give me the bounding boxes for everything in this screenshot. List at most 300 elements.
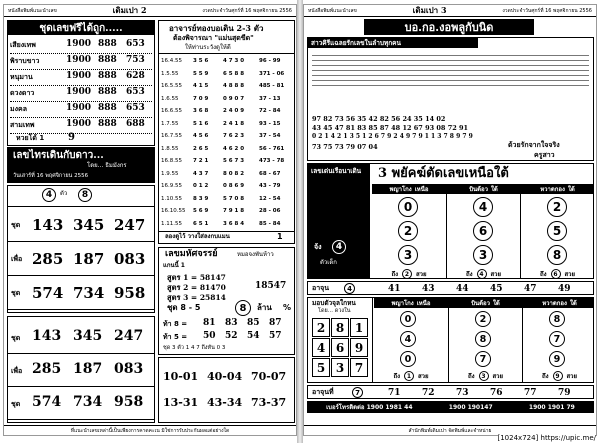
column-body [312, 51, 589, 89]
left-grid-value: 734 [73, 284, 105, 302]
stats-row [159, 155, 294, 168]
section-byline: โดย... ธิมมังกร [87, 162, 127, 169]
stats-table [159, 55, 294, 230]
tips-row [10, 70, 152, 86]
tips-value-c: 628 [126, 71, 145, 81]
big-section [307, 163, 594, 279]
formula-row-value: 54 [247, 331, 260, 341]
grid-circle-mid: 8 [78, 188, 92, 202]
stats-row [159, 55, 294, 68]
left-running-header [4, 5, 296, 17]
stats-cell: 6 5 8 8 [223, 70, 245, 77]
grid-circle-label: ตัว [60, 190, 68, 197]
bar-one-circle: 4 [344, 283, 355, 294]
tips-list [10, 38, 152, 134]
formula-box [158, 247, 295, 355]
left-lower-grid [8, 321, 154, 420]
bar-value: 45 [490, 284, 503, 294]
mid-footer-label: ถึง [393, 373, 400, 380]
mid-columns [374, 298, 593, 382]
bar-value: 43 [422, 284, 435, 294]
stats-row [159, 205, 294, 218]
mid-footer-circle: 1 [404, 371, 414, 381]
contact-strip [307, 401, 594, 413]
left-grid-row-label: ชุด [11, 221, 21, 229]
pair-value: 13-31 [163, 396, 199, 409]
formula-row-value: 83 [225, 318, 238, 328]
left-grid-value: 083 [114, 250, 146, 268]
bar-value: 41 [388, 284, 401, 294]
mid-circle: 0 [400, 311, 416, 327]
mid-circle: 7 [549, 331, 565, 347]
pairs-row [163, 366, 290, 392]
left-grid-row [8, 208, 154, 242]
column-signoff: ด้วยรักจากใจจริง [508, 141, 560, 149]
pair-value: 73-37 [251, 396, 287, 409]
tips-name: พิราบขาว [10, 57, 40, 65]
mid-grid-cell: 5 [312, 358, 330, 377]
mid-column-footer [374, 371, 448, 381]
section-title: เลขไทรเดินกับดาว... [13, 150, 104, 161]
mid-column-suffix: ใต้ [492, 300, 500, 307]
left-grid-row-label: ชุด [11, 289, 21, 297]
left-lower-row-label: ชุด [11, 334, 21, 342]
stats-row [159, 93, 294, 106]
stats-cell: 1.11.55 [161, 220, 182, 227]
stats-cell: 4 5 6 [193, 133, 209, 139]
mid-column-header [523, 298, 594, 308]
mid-circle: 2 [475, 311, 491, 327]
big-title: 3 พยัคฆ์ตัดเลขเหนือใต้ [378, 166, 509, 181]
stats-cell: 16.8.55 [161, 158, 182, 164]
stats-cell: 28 - 06 [259, 208, 281, 214]
tips-name: มงคล [10, 105, 28, 113]
stats-row [159, 218, 294, 231]
mid-column [522, 298, 594, 382]
stats-cell: 485 - 81 [259, 83, 285, 89]
stats-cell: 16.10.55 [161, 208, 186, 214]
bar-value: 47 [524, 284, 537, 294]
mid-circle: 8 [475, 331, 491, 347]
big-circle: 2 [398, 221, 418, 241]
big-circle: 8 [547, 245, 567, 265]
formula-row-value: 87 [269, 318, 282, 328]
left-grid-value: 345 [73, 216, 105, 234]
stats-cell: 7 2 1 [193, 158, 209, 164]
stats-cell: 68 - 67 [259, 170, 281, 177]
stats-cell: 4 6 2 0 [223, 145, 245, 152]
left-lower-value: 285 [32, 361, 62, 377]
big-footer-suffix: สวย [490, 271, 502, 278]
tips-value-c: 653 [126, 39, 145, 49]
mid-section [307, 297, 594, 383]
pair-value: 43-34 [207, 396, 243, 409]
stats-row [159, 193, 294, 206]
big-column [520, 184, 594, 278]
column-numbers-a: 97 82 73 56 35 42 82 56 24 35 14 02 [312, 115, 446, 123]
grid-circle-left: 4 [42, 188, 56, 202]
bar-two-circle: 7 [352, 387, 363, 398]
stats-cell: 5 6 9 [193, 208, 209, 214]
big-column [446, 184, 520, 278]
mid-column [448, 298, 522, 382]
bar-value: 77 [524, 388, 537, 398]
formula-row-label: ท้า 5 = [163, 333, 188, 341]
left-header-note: หนังสือพิมพ์แนะนำเลข [8, 7, 57, 14]
tips-row [10, 102, 152, 118]
big-footer-label: ถึง [539, 271, 547, 278]
big-circle: 4 [473, 197, 493, 217]
image-credit-size: [1024x724] [497, 434, 539, 442]
column-numbers-c: 0 2 1 4 2 1 3 5 1 2 6 7 9 2 4 9 7 9 1 1 3 7 8 9 7 9 [312, 133, 473, 140]
left-grid-value: 958 [114, 284, 146, 302]
big-column-suffix: ใต้ [490, 186, 498, 193]
formula-lines [167, 272, 226, 302]
big-footer-label: ถึง [391, 271, 398, 278]
stats-cell: 5 7 0 8 [223, 195, 245, 202]
formula-line: สูตร 2 = 81470 [167, 283, 226, 292]
mid-circle: 7 [475, 351, 491, 367]
tips-value-a: 1900 [66, 87, 92, 97]
column-text-line [312, 55, 589, 56]
left-lower-value: 143 [32, 328, 62, 344]
stats-title: อาจารย์ทองบอเดิน 2-3 ตัว [169, 23, 264, 33]
stats-cell: 72 - 84 [259, 108, 281, 114]
mid-column-header [449, 298, 522, 308]
left-lower-value: 247 [114, 328, 144, 344]
mid-footer-circle: 3 [479, 371, 489, 381]
stats-row [159, 143, 294, 156]
bar-value: 71 [388, 388, 401, 398]
left-page [3, 4, 297, 436]
stats-row [159, 180, 294, 193]
column-author: ครูสาว [534, 151, 555, 159]
stats-cell: 2 4 0 9 [223, 108, 245, 114]
stats-cell: 0 9 0 7 [223, 95, 245, 102]
big-column-suffix: เหนือ [414, 186, 429, 193]
tips-banner: ชุดเลขฟรีได้ถูก..... [8, 21, 154, 35]
pair-value: 10-01 [163, 370, 199, 383]
tips-row [10, 86, 152, 102]
mid-column-name: บินด้อว [471, 300, 490, 307]
right-footer: สำนักพิมพ์เดิมเปา จัดพิมพ์และจำหน่าย [304, 425, 596, 435]
left-grid-value: 187 [73, 250, 105, 268]
mid-column-suffix: เหนือ [416, 300, 431, 307]
bar-value: 49 [558, 284, 571, 294]
image-credit [498, 434, 597, 442]
tips-row [10, 38, 152, 54]
left-lower-box [7, 316, 155, 423]
stats-cell: 7 9 1 8 [223, 208, 245, 214]
right-run-date: งวดประจำวันศุกร์ที่ 16 พฤศจิกายน 2556 [502, 7, 592, 14]
mid-grid-cell: 3 [331, 358, 349, 377]
big-column-footer [521, 269, 594, 279]
column-text-line [312, 60, 589, 61]
big-columns [372, 184, 593, 278]
tips-value-c: 653 [126, 103, 145, 113]
stats-cell: 6 5 1 [193, 220, 209, 227]
formula-row-value: 85 [247, 318, 260, 328]
column-text-line [312, 70, 589, 71]
big-footer-circle: 6 [551, 269, 561, 279]
tips-value-a: 1900 [66, 39, 92, 49]
tips-footer-number: 9 [68, 132, 75, 143]
column-text-line [312, 75, 589, 76]
tips-value-b: 888 [98, 55, 117, 65]
column-text-line [312, 80, 589, 81]
mid-grid-cell: 7 [350, 358, 368, 377]
big-circle: 6 [473, 221, 493, 241]
stats-cell: 37 - 13 [259, 95, 281, 102]
stats-cell: 5 5 9 [193, 70, 209, 77]
left-grid-value: 247 [114, 216, 146, 234]
bar-value: 76 [490, 388, 503, 398]
stats-row [159, 68, 294, 81]
left-lower-value: 958 [114, 394, 144, 410]
stats-cell: 4 1 5 [193, 83, 209, 89]
mid-footer-suffix: สวย [418, 373, 429, 380]
column-text-line [312, 65, 589, 66]
big-column-footer [447, 269, 520, 279]
mid-left-title: มอบตัวจุลใกหน [312, 299, 356, 307]
formula-foot: ชุด 3 ตัว 1 4 7 ถึงทัน 0 3 [163, 345, 226, 351]
stats-cell: 371 - 06 [259, 70, 285, 77]
big-circle: 3 [473, 245, 493, 265]
mid-circle: 8 [549, 311, 565, 327]
image-credit-link: https://upic.me/ [540, 434, 596, 442]
left-lower-row [8, 321, 154, 354]
column-title: สาวคิรีแฉลยรักเลขในลำบทุกคน [308, 38, 478, 48]
column-text-line [312, 85, 589, 86]
section-header [7, 147, 155, 183]
mid-footer-suffix: สวย [566, 373, 578, 380]
stats-cell: 1.8.55 [161, 145, 179, 152]
tips-footer-label: หวยโด้ 1 [16, 134, 45, 142]
left-run-date: งวดประจำวันศุกร์ที่ 16 พฤศจิกายน 2556 [202, 7, 292, 14]
mid-circle: 4 [400, 331, 416, 347]
mid-grid-cell: 4 [312, 338, 330, 357]
formula-row [163, 331, 291, 344]
left-grid-value: 574 [32, 284, 64, 302]
big-left-suffix: ตัวเด็ก [320, 259, 337, 266]
left-lower-value: 574 [32, 394, 62, 410]
stats-cell: 16.9.55 [161, 183, 182, 189]
left-page-label: เดิมเปา 2 [112, 5, 147, 15]
stats-cell: 56 - 761 [259, 145, 285, 152]
pairs-row [163, 392, 290, 418]
mid-column-suffix: ใต้ [569, 300, 577, 307]
left-grid-row [8, 242, 154, 276]
column-numbers-b: 43 45 47 81 83 85 87 48 12 67 93 08 72 91 [312, 124, 469, 132]
bar-one-prefix: อาจุน [312, 284, 330, 292]
tips-value-c: 653 [126, 87, 145, 97]
left-lower-value: 083 [114, 361, 144, 377]
mid-column-footer [449, 371, 522, 381]
contact-right: 1900 1901 79 [528, 403, 575, 411]
left-lower-row-label: ชุด [11, 400, 21, 408]
stats-cell: 3 6 8 [193, 108, 209, 114]
stats-row [159, 130, 294, 143]
stats-cell: 2 4 1 8 [223, 120, 245, 127]
formula-line: สูตร 3 = 25814 [167, 293, 226, 302]
stats-row [159, 80, 294, 93]
bar-value: 79 [558, 388, 571, 398]
stats-cell: 16.5.55 [161, 83, 182, 89]
bar-value: 72 [422, 388, 435, 398]
big-circle: 2 [547, 197, 567, 217]
left-lower-value: 187 [73, 361, 103, 377]
stats-cell: 16.4.55 [161, 58, 182, 64]
bar-one [307, 281, 594, 295]
left-footer: ที่แนะนำเลขเหล่านี้เป็นเพียงการคาดคะเน มิใช่การรับประกันผลแต่อย่างใด [4, 425, 296, 435]
left-lower-row [8, 354, 154, 387]
tips-name: หนุมาน [10, 73, 33, 81]
tips-value-a: 1900 [66, 119, 92, 129]
bar-value: 44 [456, 284, 469, 294]
right-running-header [304, 5, 596, 17]
big-column-name: พญาโกง [389, 186, 412, 193]
left-grid-value: 143 [32, 216, 64, 234]
formula-line-b: ล้าน [257, 303, 272, 312]
mid-footer-label: ถึง [467, 373, 475, 380]
formula-circle: 8 [235, 300, 251, 316]
section-date: วันเสาร์ที่ 16 พฤศจิกายน 2556 [13, 173, 89, 179]
mid-grid-cell: 9 [350, 338, 368, 357]
mid-grid-cell: 6 [331, 338, 349, 357]
tips-value-a: 1900 [66, 55, 92, 65]
stats-note: ให้ท่านระวังดูให้ดี [185, 44, 231, 51]
mid-column-name: พญาโกง [391, 300, 414, 307]
formula-row-value: 57 [269, 331, 282, 341]
stats-cell: 2 6 5 [193, 145, 209, 152]
left-grid-value: 285 [32, 250, 64, 268]
tips-row [10, 118, 152, 134]
big-circle: 0 [398, 197, 418, 217]
stats-cell: 1.5.55 [161, 70, 179, 77]
big-footer-suffix: สวย [416, 271, 427, 278]
mid-column-footer [523, 371, 594, 381]
pair-value: 40-04 [207, 370, 243, 383]
stats-cell: 96 - 99 [259, 58, 281, 64]
right-page-label: เดิมเปา 3 [412, 5, 447, 15]
tips-value-b: 888 [98, 71, 117, 81]
left-grid-row [8, 276, 154, 310]
big-left-label: จ้ง [314, 243, 322, 251]
stats-cell: 8 0 8 2 [223, 170, 245, 177]
formula-row-label: ท้า 8 = [163, 320, 188, 328]
big-column-header [521, 184, 594, 194]
mid-column-header [374, 298, 448, 308]
mid-column-name: หวาดกอง [542, 300, 567, 307]
mid-grid-cell: 2 [312, 318, 330, 337]
mid-grid-cell: 1 [350, 318, 368, 337]
stats-cell: 12 - 54 [259, 195, 281, 202]
formula-label: แกนนี้ 1 [163, 262, 185, 269]
bar-two-prefix: อาจุนที่ [312, 388, 334, 396]
stats-cell: 1.10.55 [161, 195, 182, 202]
tips-value-b: 888 [98, 87, 117, 97]
bar-two [307, 385, 594, 399]
stats-cell: 43 - 79 [259, 183, 281, 189]
formula-sum: 18547 [255, 281, 287, 291]
column-box [307, 37, 594, 161]
stats-cell: 0 1 2 [193, 183, 209, 189]
stats-cell: 16.6.55 [161, 108, 182, 114]
stats-cell: 8 3 9 [193, 195, 209, 202]
tips-box [7, 20, 155, 146]
formula-sub-title: เลขมหัศจรรย์ [165, 249, 218, 259]
stats-cell: 1.9.55 [161, 170, 179, 177]
mid-left-byline: โดย... ดวงใน [318, 308, 351, 314]
big-column-footer [372, 269, 446, 279]
right-header-note: หนังสือพิมพ์แนะนำเลข [308, 7, 357, 14]
right-page [303, 4, 597, 436]
column-numbers-d: 73 75 73 79 07 04 [312, 143, 378, 151]
stats-box [158, 20, 295, 244]
stats-cell: 85 - 84 [259, 220, 281, 227]
formula-rows [163, 318, 291, 344]
stats-footer-number: 1 [277, 232, 283, 241]
promo-title: เลขเด่นเรือนาเดิน [311, 167, 362, 175]
formula-line: สูตร 1 = 58147 [167, 273, 226, 282]
tips-row [10, 54, 152, 70]
stats-cell: 4 7 3 0 [223, 58, 245, 64]
left-lower-row-label: เพื่อ [11, 367, 23, 375]
tips-value-b: 888 [98, 119, 117, 129]
mid-circle: 9 [549, 351, 565, 367]
stats-cell: 1.7.55 [161, 120, 179, 127]
stats-row [159, 105, 294, 118]
stats-cell: 1.6.55 [161, 95, 179, 102]
big-column-name: บินด้อว [469, 186, 488, 193]
contact-left: เบอร์โทรติดต่อ 1900 1981 44 [326, 404, 413, 411]
mid-footer-suffix: สวย [492, 373, 504, 380]
promo-panel [308, 164, 370, 279]
stats-cell: 4 8 8 8 [223, 83, 245, 89]
mid-footer-circle: 9 [553, 371, 563, 381]
stats-cell: 473 - 78 [259, 158, 285, 164]
tips-name: สามเทพ [10, 121, 35, 129]
left-grid-row-label: เพื่อ [11, 255, 23, 263]
tips-value-a: 1900 [66, 103, 92, 113]
tips-value-a: 1900 [66, 71, 92, 81]
stats-cell: 0 8 6 9 [223, 183, 245, 189]
stats-cell: 5 6 7 3 [223, 158, 245, 164]
bar-value: 73 [456, 388, 469, 398]
tips-name: เสียงเทพ [10, 41, 36, 49]
tips-value-b: 888 [98, 39, 117, 49]
tips-name: ดวงดาว [10, 89, 35, 97]
big-footer-circle: 4 [477, 269, 487, 279]
big-column-header [447, 184, 520, 194]
tips-value-c: 688 [126, 119, 145, 129]
stats-row [159, 168, 294, 181]
mid-grid-cell: 8 [331, 318, 349, 337]
formula-row-value: 81 [203, 318, 216, 328]
pair-value: 70-07 [251, 370, 287, 383]
stats-cell: 5 1 6 [193, 120, 209, 127]
left-grid-box [7, 185, 155, 313]
tips-value-c: 753 [126, 55, 145, 65]
stats-cell: 93 - 15 [259, 120, 281, 127]
pairs-box [158, 357, 295, 423]
stats-cell: 7 0 9 [193, 95, 209, 102]
formula-row-value: 50 [203, 331, 216, 341]
big-footer-suffix: สวย [564, 271, 576, 278]
formula-row-value: 52 [225, 331, 238, 341]
tips-value-b: 888 [98, 103, 117, 113]
formula-line-a: ชุด 8 - 5 [167, 303, 201, 312]
